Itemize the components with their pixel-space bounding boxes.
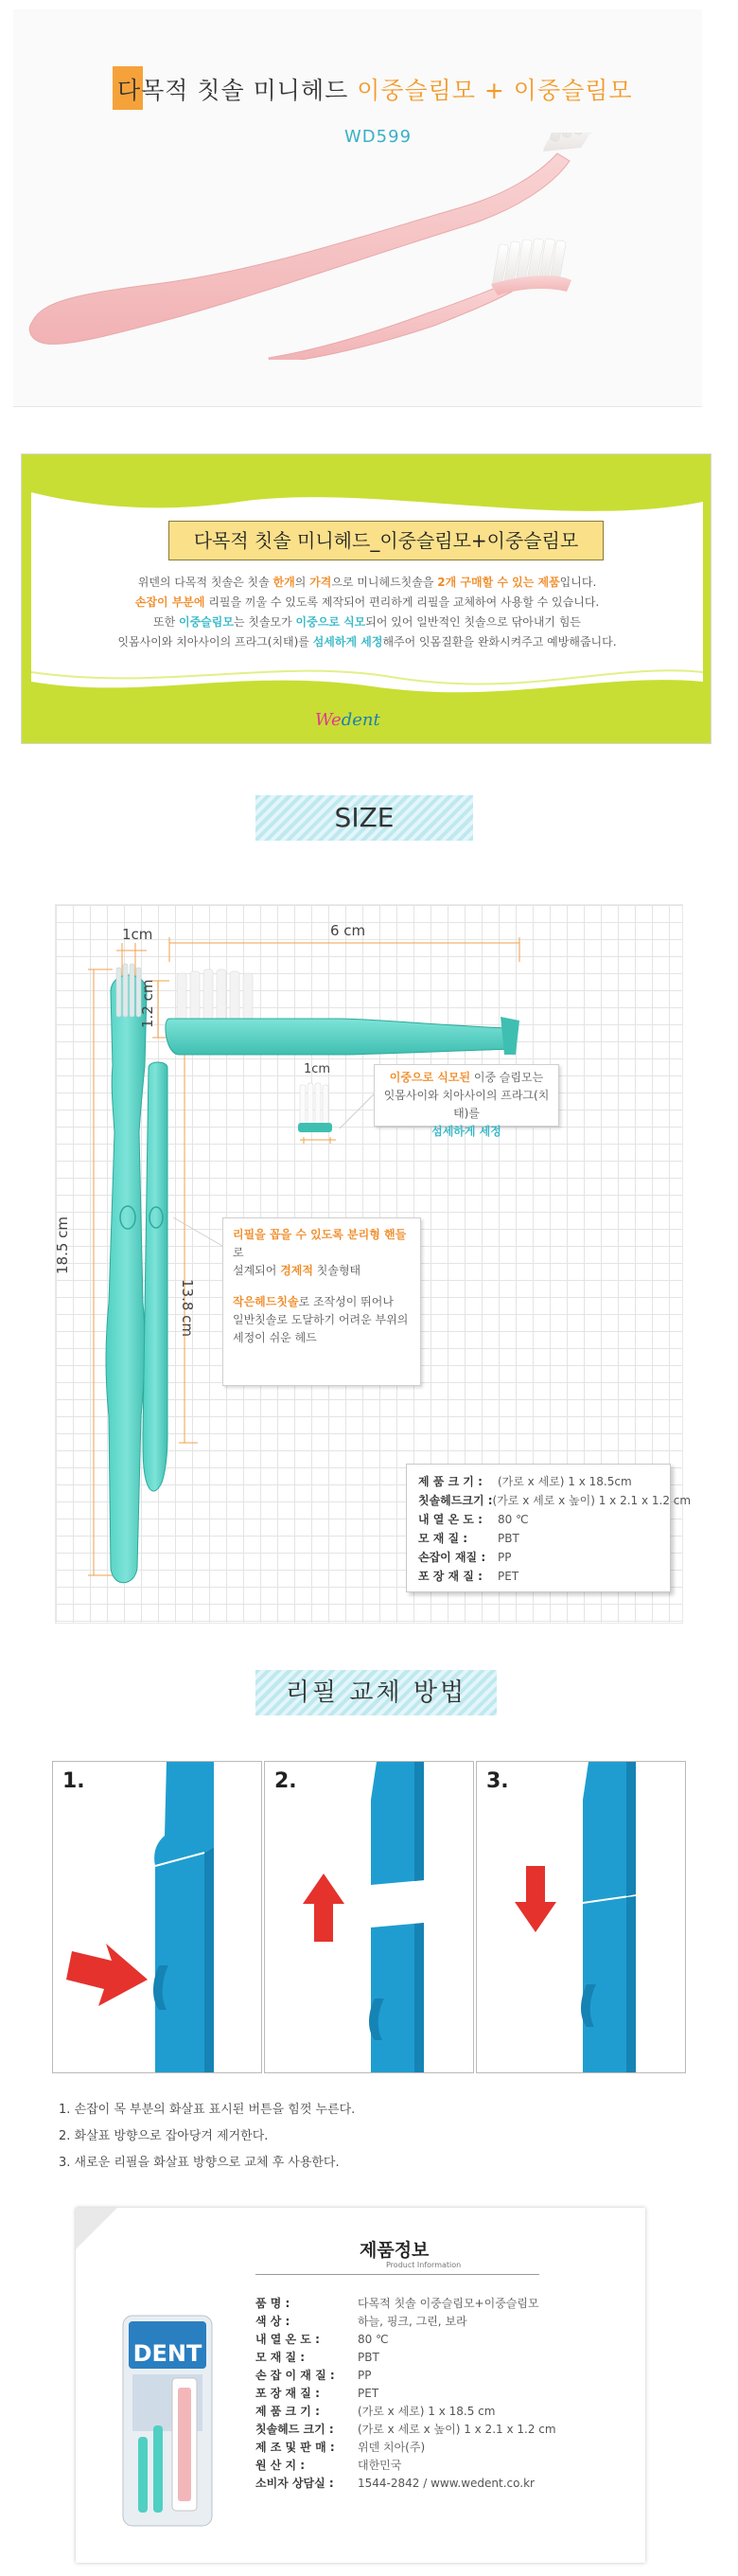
title-divider	[255, 2274, 539, 2275]
intro-line-3: 또한 이중슬림모는 칫솔모가 이중으로 식모되어 있어 일반적인 칫솔으로 닦아내기 힘든	[152, 615, 582, 629]
instruction-item: 2. 화살표 방향으로 잡아당겨 제거한다.	[59, 2129, 269, 2143]
intro-banner	[21, 453, 712, 744]
refill-step-1	[52, 1761, 262, 2073]
step-number: 2.	[274, 1769, 297, 1793]
product-info-table	[255, 2295, 556, 2493]
size-section-title: SIZE	[255, 795, 473, 841]
spec-row: 내 열 온 도 : 80 ℃	[418, 1513, 529, 1526]
spec-row: 손잡이 재질 : PP	[418, 1551, 512, 1564]
info-row: 원 산 지 : 대한민국	[255, 2459, 402, 2472]
info-row: 색 상 : 하늘, 핑크, 그린, 보라	[255, 2315, 467, 2328]
step-2-illustration	[265, 1762, 474, 2073]
instruction-item: 1. 손잡이 목 부분의 화살표 표시된 버튼을 힘껏 누른다.	[59, 2103, 356, 2117]
info-row: 품 명 : 다목적 칫솔 이중슬림모+이중슬림모	[255, 2297, 539, 2310]
instruction-item: 3. 새로운 리필을 화살표 방향으로 교체 후 사용한다.	[59, 2156, 340, 2170]
dimension-handle-length: 13.8 cm	[179, 1279, 196, 1338]
spec-table	[406, 1464, 692, 1592]
intro-headline: 다목적 칫솔 미니헤드_이중슬림모+이중슬림모	[193, 529, 579, 552]
step-3-illustration	[477, 1762, 686, 2073]
dimension-head-width: 1cm	[122, 926, 153, 943]
hero-title: 다목적 칫솔 미니헤드 이중슬림모 + 이중슬림모	[117, 77, 633, 104]
intro-headline-box	[168, 521, 604, 560]
info-row: 내 열 온 도 : 80 ℃	[255, 2333, 389, 2346]
info-row: 소비자 상담실 : 1544-2842 / www.wedent.co.kr	[255, 2477, 535, 2490]
intro-line-2: 손잡이 부분에 리필을 끼울 수 있도록 제작되어 편리하게 리필을 교체하여 사용할 수 있습니다.	[134, 595, 600, 609]
pink-toothbrush-image	[13, 133, 702, 360]
refill-step-2	[264, 1761, 474, 2073]
intro-line-1: 위덴의 다목적 칫솔은 칫솔 한개의 가격으로 미니헤드칫솔을 2개 구매할 수 있는 제품입니다.	[137, 576, 597, 589]
hero-title-highlight: 이중슬림모 + 이중슬림모	[357, 77, 633, 104]
spec-row: 모 재 질 : PBT	[418, 1532, 519, 1545]
intro-description	[31, 573, 703, 652]
model-code: WD599	[344, 127, 413, 147]
product-info-title: 제품정보	[360, 2240, 430, 2261]
spec-row: 칫솔헤드크기 : (가로 x 세로 x 높이) 1 x 2.1 x 1.2 cm	[418, 1494, 692, 1507]
step-number: 3.	[486, 1769, 509, 1793]
dimension-refill-length: 6 cm	[330, 922, 366, 939]
info-row: 손 잡 이 재 질 : PP	[255, 2369, 372, 2382]
spec-row: 제 품 크 기 : (가로 x 세로) 1 x 18.5cm	[418, 1475, 632, 1488]
info-row: 모 재 질 : PBT	[255, 2351, 379, 2364]
refill-instructions	[59, 2097, 355, 2176]
info-row: 제 품 크 기 : (가로 x 세로) 1 x 18.5 cm	[255, 2405, 496, 2418]
step-number: 1.	[62, 1769, 85, 1793]
spec-row: 포 장 재 질 : PET	[418, 1570, 519, 1583]
package-brand: DENT	[132, 2340, 202, 2367]
refill-step-3	[476, 1761, 686, 2073]
intro-inner-card	[31, 464, 703, 736]
handle-callout: 리필을 꼽을 수 있도록 분리형 핸들로 설계되어 경제적 칫솔형태 작은헤드칫솔로 조작성이 뛰어나 일반칫솔로 도달하기 어려운 부위의 세정이 쉬운 헤드	[222, 1217, 421, 1386]
dimension-bristle-width: 1cm	[304, 1062, 331, 1076]
bristle-callout: 이중으로 식모된 이중 슬림모는 잇몸사이와 치아사이의 프라그(치태)를 섬세하게 세정	[374, 1064, 559, 1127]
dimension-total-length: 18.5 cm	[54, 1216, 71, 1274]
product-info-subtitle: Product Information	[386, 2261, 462, 2269]
dimension-refill-height: 1.2 cm	[139, 979, 156, 1028]
product-package-image	[110, 2312, 225, 2530]
product-info-card	[76, 2208, 645, 2563]
wedent-logo: Wedent	[315, 710, 380, 730]
info-row: 칫솔헤드 크기 : (가로 x 세로 x 높이) 1 x 2.1 x 1.2 cm	[255, 2423, 556, 2436]
info-row: 포 장 재 질 : PET	[255, 2387, 379, 2400]
hero-section	[13, 9, 702, 407]
size-diagram	[54, 904, 692, 1624]
folded-corner	[76, 2208, 117, 2249]
intro-line-4: 잇몸사이와 치아사이의 프라그(치태)를 섬세하게 세정해주어 잇몸질환을 완화시켜주고 예방해줍니다.	[117, 635, 617, 648]
step-1-illustration	[53, 1762, 262, 2073]
info-row: 제 조 및 판 매 : 위덴 치아(주)	[255, 2441, 426, 2454]
refill-section-title: 리필 교체 방법	[255, 1670, 497, 1715]
